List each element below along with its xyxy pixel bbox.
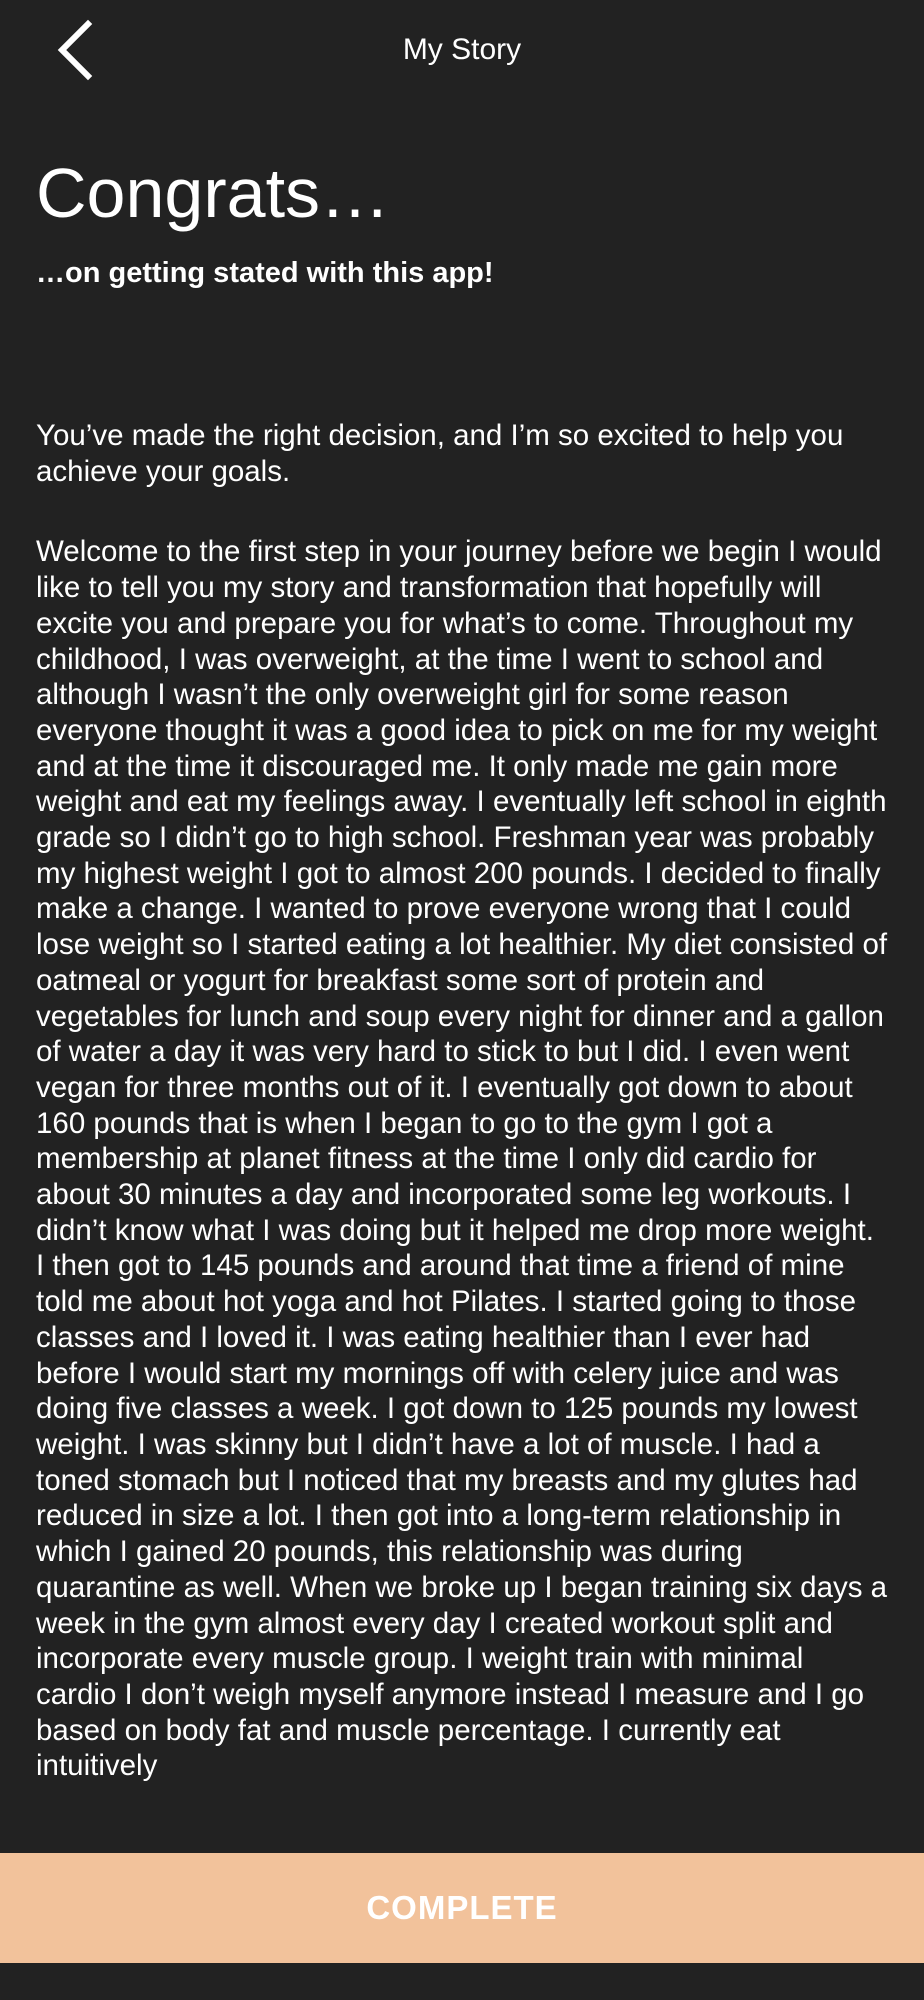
- congrats-heading: Congrats…: [36, 154, 391, 232]
- story-content[interactable]: [36, 100, 888, 1816]
- congrats-subheading: …on getting stated with this app!: [36, 257, 494, 289]
- page-title: My Story: [402, 33, 522, 66]
- top-app-bar: [0, 0, 924, 100]
- story-paragraph: Welcome to the first step in your journey before we begin I would like to tell you my story and transformation that hopefully will excite you and prepare you for what’s to come. Throughout my childhood, I was overweight, at the time I went to school and although I wasn’t the only overweight girl for some reason everyone thought it was a good idea to pick on me for my weight and at the time it discouraged me. It only made me gain more weight and eat my feelings away. I eventually left school in eighth grade so I didn’t go to high school. Freshman year was probably my highest weight I got to almost 200 pounds. I decided to finally make a change. I wanted to prove everyone wrong that I could lose weight so I started eating a lot healthier. My diet consisted of oatmeal or yogurt for breakfast some sort of protein and vegetables for lunch and soup every night for dinner and a gallon of water a day it was very hard to stick to but I did. I even went vegan for three months out of it. I eventually got down to about 160 pounds that is when I began to go to the gym I got a membership at planet fitness at the time I only did cardio for about 30 minutes a day and incorporated some leg workouts. I didn’t know what I was doing but it helped me drop more weight. I then got to 145 pounds and around that time a friend of mine told me about hot yoga and hot Pilates. I started going to those classes and I loved it. I was eating healthier than I ever had before I would start my mornings off with celery juice and was doing five classes a week. I got down to 125 pounds my lowest weight. I was skinny but I didn’t have a lot of muscle. I had a toned stomach but I noticed that my breasts and my glutes had reduced in size a lot. I then got into a long-term relationship in which I gained 20 pounds, this relationship was during quarantine as well. When we broke up I began training six days a week in the gym almost every day I created workout split and incorporate every muscle group. I weight train with minimal cardio I don’t weigh myself anymore instead I measure and I go based on body fat and muscle percentage. I currently eat intuitively: [36, 535, 888, 1783]
- intro-paragraph: You’ve made the right decision, and I’m so excited to help you achieve your goals.: [36, 419, 844, 488]
- complete-button[interactable]: COMPLETE: [0, 1853, 924, 1963]
